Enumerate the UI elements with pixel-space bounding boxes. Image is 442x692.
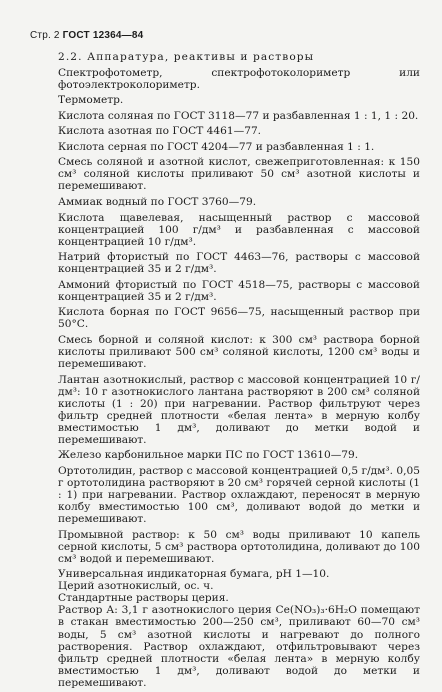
paragraph: Кислота азотная по ГОСТ 4461—77. xyxy=(58,125,262,138)
section-body xyxy=(58,51,420,692)
paragraph: Церий азотнокислый, ос. ч. xyxy=(58,580,214,593)
paragraph: Смесь соляной и азотной кислот, свежеприготовленная: к 150 см³ соляной кислоты приливают 50 см³ азотной кислоты и перемешивают. xyxy=(58,156,420,193)
page-number: Стр. 2 xyxy=(30,30,60,41)
paragraph: Смесь борной и соляной кислот: к 300 см³ раствора борной кислоты приливают 500 см³ соляной кислоты, 1200 см³ воды и перемешивают. xyxy=(58,333,420,371)
page-header xyxy=(30,30,143,41)
paragraph: Термометр. xyxy=(58,94,124,107)
paragraph: Кислота серная по ГОСТ 4204—77 и разбавленная 1 : 1. xyxy=(58,140,375,153)
paragraph: Кислота щавелевая, насыщенный раствор с массовой концентрацией 100 г/дм³ и разбавленная с массовой концентрацией 10 г/дм³. xyxy=(58,211,420,248)
standard-designation: ГОСТ 12364—84 xyxy=(62,30,144,41)
paragraph: Ортотолидин, раствор с массовой концентрацией 0,5 г/дм³. 0,05 г ортотолидина растворяют в 20 см³ горячей серной кислоты (1 : 1) при нагревании. Раствор охлаждают, переносят в мерную колбу вместимостью 100 см³, доливают водой до метки и перемешивают. xyxy=(58,464,420,526)
paragraph: Универсальная индикаторная бумага, pH 1—10. xyxy=(58,568,330,581)
paragraph: Кислота соляная по ГОСТ 3118—77 и разбавленная 1 : 1, 1 : 20. xyxy=(58,109,419,122)
paragraph: Кислота борная по ГОСТ 9656—75, насыщенный раствор при 50°С. xyxy=(58,306,420,331)
paragraph: Лантан азотнокислый, раствор с массовой концентрацией 10 г/дм³: 10 г азотнокислого лантана растворяют в 200 см³ соляной кислоты (1 : 20) при нагревании. Раствор фильтруют через фильтр средней плотности «белая лента» в мерную колбу вместимостью 1 дм³, доливают до метки водой и перемешивают. xyxy=(58,373,420,446)
paragraph: Спектрофотометр, спектрофотоколориметр или фотоэлектроколориметр. xyxy=(58,66,420,91)
paragraph: Аммиак водный по ГОСТ 3760—79. xyxy=(58,195,257,208)
paragraph: Натрий фтористый по ГОСТ 4463—76, растворы с массовой концентрацией 35 и 2 г/дм³. xyxy=(58,251,420,276)
paragraph: Железо карбонильное марки ПС по ГОСТ 13610—79. xyxy=(58,449,359,462)
paragraph: Раствор А: 3,1 г азотнокислого церия Ce(NO₃)₃·6H₂O помещают в стакан вместимостью 200—250 см³, приливают 60—70 см³ воды, 5 см³ азотной кислоты и нагревают до полного растворения. Раствор охлаждают, отфильтровывают через фильтр средней плотности «белая лента» в мерную колбу вместимостью 1 дм³, доливают водой до метки и перемешивают. xyxy=(58,604,420,689)
paragraph: Аммоний фтористый по ГОСТ 4518—75, растворы с массовой концентрацией 35 и 2 г/дм³. xyxy=(58,278,420,303)
paragraph: Стандартные растворы церия. xyxy=(58,592,229,605)
paragraph: Промывной раствор: к 50 см³ воды приливают 10 капель серной кислоты, 5 см³ раствора ортотолидина, доливают до 100 см³ водой и перемешивают. xyxy=(58,528,420,565)
section-heading: 2.2. Аппаратура, реактивы и растворы xyxy=(58,51,315,63)
